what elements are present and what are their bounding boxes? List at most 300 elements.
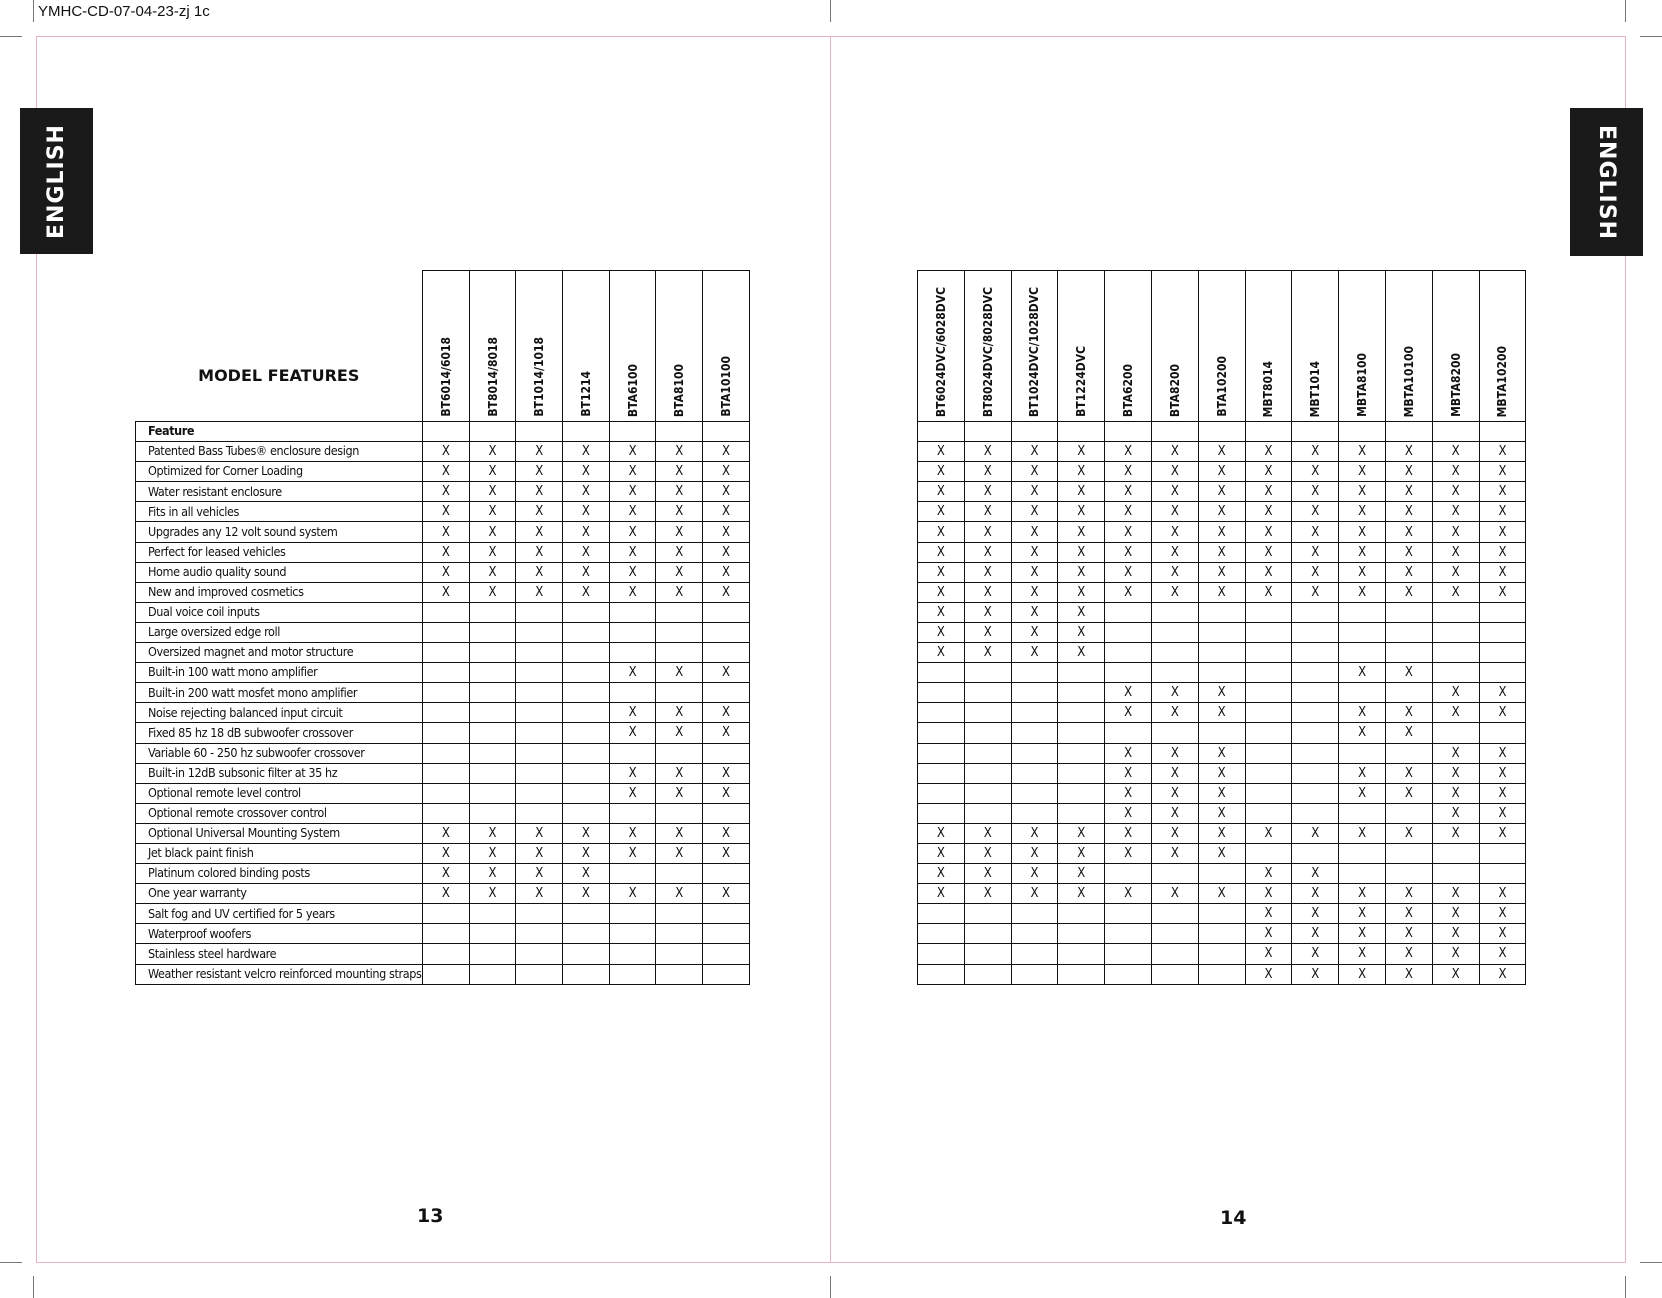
model-column-header xyxy=(609,271,656,422)
language-tab-right xyxy=(1570,108,1643,256)
table-row xyxy=(918,823,1526,843)
table-row xyxy=(136,442,750,462)
feature-mark: X xyxy=(1058,502,1105,522)
feature-mark xyxy=(423,703,470,723)
feature-mark xyxy=(563,964,610,984)
feature-mark: X xyxy=(1198,843,1245,863)
feature-mark: X xyxy=(964,884,1011,904)
table-row xyxy=(136,422,750,442)
feature-mark: X xyxy=(1151,783,1198,803)
trim-line xyxy=(830,36,831,1263)
crop-mark xyxy=(1625,1276,1626,1298)
feature-mark: X xyxy=(656,522,703,542)
model-column-header xyxy=(423,271,470,422)
feature-mark: X xyxy=(1011,823,1058,843)
feature-mark: X xyxy=(1198,582,1245,602)
model-column-header xyxy=(1292,271,1339,422)
feature-mark xyxy=(1479,422,1526,442)
feature-mark xyxy=(1058,663,1105,683)
feature-mark: X xyxy=(1105,763,1152,783)
feature-mark: X xyxy=(563,582,610,602)
feature-mark xyxy=(1292,422,1339,442)
feature-mark xyxy=(1292,783,1339,803)
feature-mark xyxy=(423,783,470,803)
feature-mark: X xyxy=(964,522,1011,542)
feature-mark: X xyxy=(1292,462,1339,482)
feature-mark: X xyxy=(703,843,750,863)
model-name: BT6024DVC/6028DVC xyxy=(933,286,948,417)
feature-mark: X xyxy=(516,562,563,582)
model-column-header xyxy=(1198,271,1245,422)
model-column-header xyxy=(1058,271,1105,422)
feature-label: Home audio quality sound xyxy=(136,562,423,582)
feature-mark: X xyxy=(1058,864,1105,884)
feature-mark: X xyxy=(1058,562,1105,582)
feature-mark xyxy=(656,743,703,763)
feature-mark xyxy=(656,683,703,703)
feature-mark xyxy=(1385,743,1432,763)
model-column-header xyxy=(656,271,703,422)
feature-mark xyxy=(1198,602,1245,622)
feature-mark xyxy=(516,763,563,783)
feature-mark: X xyxy=(1058,823,1105,843)
feature-mark: X xyxy=(423,482,470,502)
feature-mark xyxy=(656,602,703,622)
feature-mark xyxy=(609,964,656,984)
feature-mark: X xyxy=(1479,442,1526,462)
feature-mark xyxy=(1105,904,1152,924)
feature-mark xyxy=(1385,683,1432,703)
feature-mark: X xyxy=(609,884,656,904)
feature-mark: X xyxy=(1292,482,1339,502)
feature-mark: X xyxy=(1385,442,1432,462)
feature-mark: X xyxy=(1198,783,1245,803)
feature-mark xyxy=(1479,622,1526,642)
feature-mark xyxy=(469,964,516,984)
table-row xyxy=(136,944,750,964)
feature-mark: X xyxy=(423,823,470,843)
feature-mark xyxy=(703,422,750,442)
feature-mark xyxy=(516,703,563,723)
model-column-header xyxy=(1432,271,1479,422)
feature-mark: X xyxy=(1432,462,1479,482)
feature-mark: X xyxy=(1245,823,1292,843)
feature-mark: X xyxy=(1479,522,1526,542)
feature-mark: X xyxy=(469,823,516,843)
model-features-title: MODEL FEATURES xyxy=(198,366,360,385)
feature-mark xyxy=(1058,723,1105,743)
feature-mark xyxy=(563,763,610,783)
feature-mark: X xyxy=(1385,462,1432,482)
feature-mark: X xyxy=(1385,582,1432,602)
feature-mark xyxy=(1385,643,1432,663)
feature-mark: X xyxy=(1292,562,1339,582)
table-row xyxy=(918,964,1526,984)
feature-mark: X xyxy=(918,622,965,642)
feature-mark xyxy=(423,924,470,944)
feature-mark xyxy=(469,944,516,964)
feature-mark: X xyxy=(1385,522,1432,542)
page-number-left: 13 xyxy=(417,1205,444,1227)
table-row xyxy=(918,522,1526,542)
feature-mark xyxy=(964,803,1011,823)
feature-mark xyxy=(1058,422,1105,442)
table-row xyxy=(136,864,750,884)
feature-mark: X xyxy=(469,502,516,522)
feature-mark: X xyxy=(1151,763,1198,783)
feature-mark xyxy=(918,422,965,442)
table-row xyxy=(136,542,750,562)
feature-mark: X xyxy=(1292,823,1339,843)
feature-mark xyxy=(1058,964,1105,984)
feature-mark: X xyxy=(656,542,703,562)
crop-mark xyxy=(33,0,34,22)
feature-mark: X xyxy=(1198,482,1245,502)
table-row xyxy=(918,703,1526,723)
feature-mark: X xyxy=(1292,582,1339,602)
feature-mark: X xyxy=(1151,542,1198,562)
model-column-header xyxy=(703,271,750,422)
feature-mark xyxy=(469,723,516,743)
feature-mark: X xyxy=(1011,522,1058,542)
crop-mark xyxy=(0,1262,22,1263)
feature-mark: X xyxy=(1339,562,1386,582)
feature-mark xyxy=(918,723,965,743)
feature-mark: X xyxy=(1011,622,1058,642)
table-row xyxy=(136,904,750,924)
feature-mark: X xyxy=(1245,502,1292,522)
table-row xyxy=(136,562,750,582)
feature-mark: X xyxy=(1385,542,1432,562)
feature-mark xyxy=(609,622,656,642)
table-row xyxy=(136,924,750,944)
feature-mark xyxy=(516,924,563,944)
feature-mark: X xyxy=(964,864,1011,884)
feature-mark: X xyxy=(964,843,1011,863)
model-name: MBT8014 xyxy=(1261,360,1276,417)
feature-mark xyxy=(703,964,750,984)
feature-mark: X xyxy=(1245,924,1292,944)
feature-mark: X xyxy=(1058,462,1105,482)
feature-mark xyxy=(1151,904,1198,924)
feature-mark: X xyxy=(1385,562,1432,582)
feature-mark: X xyxy=(1105,703,1152,723)
feature-mark xyxy=(1292,703,1339,723)
feature-mark xyxy=(1151,964,1198,984)
crop-mark xyxy=(0,36,22,37)
feature-mark: X xyxy=(609,442,656,462)
table-row xyxy=(918,542,1526,562)
feature-mark: X xyxy=(469,482,516,502)
feature-mark xyxy=(516,422,563,442)
feature-mark: X xyxy=(918,823,965,843)
feature-mark: X xyxy=(1151,442,1198,462)
feature-mark: X xyxy=(563,823,610,843)
feature-mark xyxy=(964,663,1011,683)
feature-mark: X xyxy=(423,542,470,562)
model-name: BT1214 xyxy=(578,371,593,417)
feature-mark: X xyxy=(1432,743,1479,763)
feature-mark xyxy=(918,763,965,783)
feature-mark: X xyxy=(1011,562,1058,582)
feature-mark xyxy=(1011,422,1058,442)
feature-mark: X xyxy=(1105,542,1152,562)
feature-mark xyxy=(1245,803,1292,823)
feature-mark: X xyxy=(423,582,470,602)
feature-mark: X xyxy=(469,582,516,602)
feature-mark: X xyxy=(1011,884,1058,904)
feature-mark: X xyxy=(1151,502,1198,522)
feature-mark: X xyxy=(1245,442,1292,462)
feature-mark: X xyxy=(1011,843,1058,863)
feature-mark: X xyxy=(1479,763,1526,783)
feature-mark: X xyxy=(1479,482,1526,502)
feature-mark xyxy=(469,743,516,763)
feature-mark xyxy=(469,422,516,442)
feature-mark: X xyxy=(1339,783,1386,803)
feature-mark: X xyxy=(1011,442,1058,462)
feature-mark: X xyxy=(516,442,563,462)
feature-mark xyxy=(964,904,1011,924)
feature-label: New and improved cosmetics xyxy=(136,582,423,602)
feature-mark: X xyxy=(918,462,965,482)
feature-mark: X xyxy=(563,462,610,482)
feature-mark: X xyxy=(1151,843,1198,863)
feature-mark: X xyxy=(609,783,656,803)
feature-mark xyxy=(1385,602,1432,622)
feature-mark: X xyxy=(1339,522,1386,542)
feature-mark xyxy=(656,924,703,944)
feature-mark: X xyxy=(1105,843,1152,863)
language-tab-label: ENGLISH xyxy=(44,123,69,239)
crop-mark xyxy=(1625,0,1626,22)
feature-mark: X xyxy=(423,462,470,482)
feature-mark: X xyxy=(609,723,656,743)
feature-mark: X xyxy=(1105,462,1152,482)
feature-mark xyxy=(1105,723,1152,743)
feature-mark: X xyxy=(1292,522,1339,542)
feature-mark: X xyxy=(1105,803,1152,823)
feature-mark: X xyxy=(516,522,563,542)
table-row xyxy=(918,643,1526,663)
feature-mark xyxy=(1198,964,1245,984)
feature-mark xyxy=(469,663,516,683)
feature-mark: X xyxy=(656,582,703,602)
feature-mark: X xyxy=(1245,542,1292,562)
feature-mark xyxy=(1151,944,1198,964)
feature-mark: X xyxy=(1385,663,1432,683)
feature-mark: X xyxy=(964,823,1011,843)
table-row xyxy=(918,944,1526,964)
feature-mark xyxy=(563,783,610,803)
feature-mark xyxy=(1198,422,1245,442)
table-row xyxy=(918,723,1526,743)
feature-mark xyxy=(656,803,703,823)
feature-mark xyxy=(1011,924,1058,944)
feature-mark xyxy=(1245,763,1292,783)
feature-mark xyxy=(1058,783,1105,803)
feature-mark: X xyxy=(423,502,470,522)
feature-mark: X xyxy=(1479,783,1526,803)
feature-mark: X xyxy=(1198,542,1245,562)
feature-mark xyxy=(656,643,703,663)
table-row xyxy=(136,683,750,703)
feature-mark: X xyxy=(1292,944,1339,964)
feature-mark xyxy=(1292,843,1339,863)
feature-mark xyxy=(1432,864,1479,884)
feature-mark: X xyxy=(703,582,750,602)
feature-mark: X xyxy=(609,703,656,723)
feature-mark: X xyxy=(1011,602,1058,622)
feature-mark: X xyxy=(656,763,703,783)
feature-mark xyxy=(1339,602,1386,622)
feature-mark xyxy=(1385,803,1432,823)
feature-mark: X xyxy=(1011,542,1058,562)
feature-mark xyxy=(516,723,563,743)
feature-mark: X xyxy=(1432,582,1479,602)
table-row xyxy=(918,602,1526,622)
table-row xyxy=(136,643,750,663)
feature-mark xyxy=(1011,944,1058,964)
feature-mark: X xyxy=(703,442,750,462)
feature-mark: X xyxy=(1292,542,1339,562)
feature-mark xyxy=(563,924,610,944)
model-name: MBTA8200 xyxy=(1448,353,1463,417)
feature-mark xyxy=(516,602,563,622)
feature-mark: X xyxy=(1198,763,1245,783)
feature-mark: X xyxy=(1385,763,1432,783)
feature-mark xyxy=(1432,422,1479,442)
feature-mark: X xyxy=(1151,884,1198,904)
feature-mark: X xyxy=(469,884,516,904)
feature-mark: X xyxy=(1432,442,1479,462)
feature-mark: X xyxy=(964,462,1011,482)
feature-mark: X xyxy=(423,843,470,863)
feature-mark xyxy=(469,924,516,944)
feature-mark: X xyxy=(1339,823,1386,843)
feature-mark: X xyxy=(1198,683,1245,703)
feature-mark xyxy=(423,743,470,763)
feature-mark xyxy=(423,803,470,823)
feature-mark: X xyxy=(1105,442,1152,462)
feature-mark xyxy=(609,803,656,823)
feature-mark: X xyxy=(609,663,656,683)
feature-mark xyxy=(423,763,470,783)
feature-mark: X xyxy=(1292,502,1339,522)
table-row xyxy=(136,703,750,723)
feature-mark: X xyxy=(1151,562,1198,582)
feature-mark: X xyxy=(1339,723,1386,743)
feature-mark: X xyxy=(609,823,656,843)
feature-mark xyxy=(1198,643,1245,663)
feature-mark: X xyxy=(609,562,656,582)
feature-mark: X xyxy=(1432,562,1479,582)
feature-mark xyxy=(1245,683,1292,703)
feature-mark: X xyxy=(469,864,516,884)
feature-mark xyxy=(918,703,965,723)
feature-mark xyxy=(1011,904,1058,924)
feature-mark xyxy=(1292,723,1339,743)
feature-mark xyxy=(469,602,516,622)
feature-mark xyxy=(516,622,563,642)
feature-mark xyxy=(1385,422,1432,442)
feature-mark: X xyxy=(1385,502,1432,522)
feature-mark: X xyxy=(1198,823,1245,843)
feature-mark xyxy=(469,904,516,924)
feature-mark xyxy=(609,422,656,442)
feature-mark: X xyxy=(1479,823,1526,843)
feature-label: Weather resistant velcro reinforced mounting straps xyxy=(136,964,423,984)
feature-mark xyxy=(516,643,563,663)
table-row xyxy=(918,422,1526,442)
feature-mark xyxy=(1432,643,1479,663)
feature-mark: X xyxy=(423,442,470,462)
feature-mark: X xyxy=(1151,803,1198,823)
feature-label: Stainless steel hardware xyxy=(136,944,423,964)
feature-mark xyxy=(423,602,470,622)
feature-mark: X xyxy=(1245,864,1292,884)
feature-mark xyxy=(563,683,610,703)
table-row xyxy=(136,482,750,502)
feature-mark: X xyxy=(656,502,703,522)
table-row xyxy=(918,803,1526,823)
crop-mark xyxy=(830,0,831,22)
feature-mark xyxy=(423,422,470,442)
feature-mark xyxy=(703,683,750,703)
feature-mark: X xyxy=(703,763,750,783)
feature-mark: X xyxy=(1479,502,1526,522)
feature-mark xyxy=(918,683,965,703)
feature-mark xyxy=(469,803,516,823)
feature-mark: X xyxy=(423,884,470,904)
feature-mark: X xyxy=(1151,582,1198,602)
feature-mark: X xyxy=(656,562,703,582)
table-row xyxy=(918,562,1526,582)
feature-label: Fits in all vehicles xyxy=(136,502,423,522)
table-row xyxy=(918,763,1526,783)
feature-label: Water resistant enclosure xyxy=(136,482,423,502)
feature-mark: X xyxy=(964,442,1011,462)
feature-mark: X xyxy=(1339,964,1386,984)
feature-mark: X xyxy=(918,522,965,542)
feature-mark: X xyxy=(918,582,965,602)
feature-mark: X xyxy=(1105,823,1152,843)
feature-mark xyxy=(1245,703,1292,723)
model-column-header xyxy=(1245,271,1292,422)
feature-mark: X xyxy=(469,522,516,542)
feature-mark xyxy=(516,683,563,703)
table-row xyxy=(136,502,750,522)
feature-mark xyxy=(1058,944,1105,964)
feature-mark xyxy=(964,964,1011,984)
feature-mark: X xyxy=(1198,462,1245,482)
feature-mark: X xyxy=(656,442,703,462)
feature-mark xyxy=(703,743,750,763)
feature-mark xyxy=(1479,723,1526,743)
feature-mark: X xyxy=(1292,442,1339,462)
feature-mark: X xyxy=(1479,884,1526,904)
feature-mark: X xyxy=(516,482,563,502)
feature-mark: X xyxy=(1058,602,1105,622)
feature-mark xyxy=(563,602,610,622)
feature-mark xyxy=(1151,602,1198,622)
feature-mark: X xyxy=(964,582,1011,602)
feature-mark xyxy=(609,602,656,622)
model-column-header xyxy=(1151,271,1198,422)
feature-mark xyxy=(1292,622,1339,642)
feature-mark xyxy=(1245,743,1292,763)
table-row xyxy=(136,743,750,763)
